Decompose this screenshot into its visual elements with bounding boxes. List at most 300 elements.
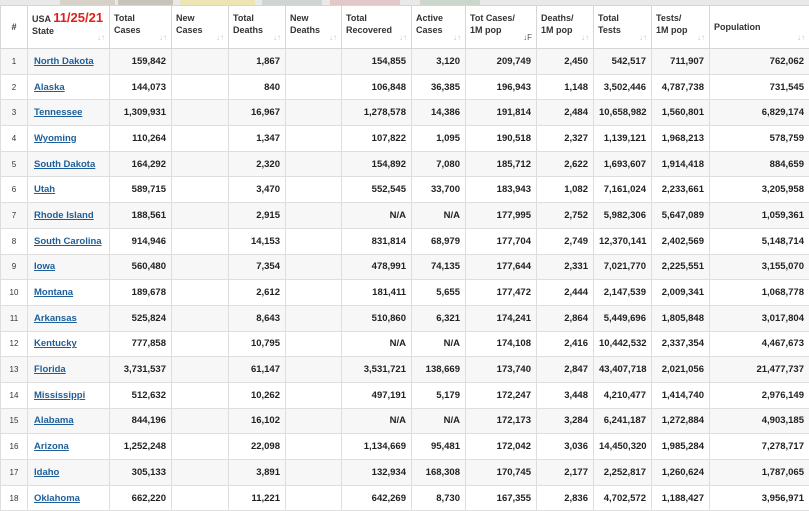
cell-total-deaths: 8,643 — [229, 305, 286, 331]
cell-tests: 7,161,024 — [594, 177, 652, 203]
cell-recovered: 1,278,578 — [342, 100, 412, 126]
header-total-recovered[interactable] — [342, 6, 412, 49]
cell-new-deaths — [286, 460, 342, 486]
header-state[interactable] — [28, 6, 110, 49]
header-label: Tests — [598, 25, 621, 35]
cell-deaths-1m: 1,082 — [537, 177, 594, 203]
cell-tests: 3,502,446 — [594, 74, 652, 100]
cell-active: 33,700 — [412, 177, 466, 203]
cell-population: 5,148,714 — [710, 228, 809, 254]
cell-tests: 2,147,539 — [594, 280, 652, 306]
row-rank: 5 — [1, 151, 28, 177]
sort-icon[interactable]: ↓↑ — [697, 32, 705, 44]
header-country-label: USA — [32, 14, 51, 24]
sort-icon[interactable]: ↓↑ — [159, 32, 167, 44]
cell-total-cases: 560,480 — [110, 254, 172, 280]
state-link[interactable]: Arkansas — [34, 313, 77, 324]
header-active-cases[interactable] — [412, 6, 466, 49]
cell-new-cases — [172, 331, 229, 357]
cell-active: N/A — [412, 203, 466, 229]
cell-tests: 10,658,982 — [594, 100, 652, 126]
cell-new-cases — [172, 408, 229, 434]
state-cell — [28, 460, 110, 486]
header-total-tests[interactable] — [594, 6, 652, 49]
cell-total-deaths: 7,354 — [229, 254, 286, 280]
cell-recovered: 154,892 — [342, 151, 412, 177]
cell-total-cases: 1,252,248 — [110, 434, 172, 460]
state-cell — [28, 254, 110, 280]
row-rank: 15 — [1, 408, 28, 434]
cell-tests: 7,021,770 — [594, 254, 652, 280]
row-rank: 3 — [1, 100, 28, 126]
cell-recovered: 132,934 — [342, 460, 412, 486]
cell-tests-1m: 1,968,213 — [652, 126, 710, 152]
cell-total-cases: 914,946 — [110, 228, 172, 254]
cell-new-deaths — [286, 151, 342, 177]
header-state-label: State — [32, 26, 54, 36]
cell-tests: 1,139,121 — [594, 126, 652, 152]
sort-icon[interactable]: ↓↑ — [453, 32, 461, 44]
cell-cases-1m: 177,995 — [466, 203, 537, 229]
state-cell — [28, 177, 110, 203]
state-cell — [28, 228, 110, 254]
cell-population: 3,017,804 — [710, 305, 809, 331]
sort-icon[interactable]: ↓↑ — [581, 32, 589, 44]
table-row — [1, 49, 809, 75]
cell-population: 1,068,778 — [710, 280, 809, 306]
cell-tests-1m: 1,272,884 — [652, 408, 710, 434]
cell-total-deaths: 1,347 — [229, 126, 286, 152]
cell-total-cases: 844,196 — [110, 408, 172, 434]
table-row — [1, 434, 809, 460]
cell-cases-1m: 172,247 — [466, 382, 537, 408]
cell-tests-1m: 1,414,740 — [652, 382, 710, 408]
state-link[interactable]: Wyoming — [34, 133, 77, 144]
cell-deaths-1m: 2,177 — [537, 460, 594, 486]
cell-new-deaths — [286, 228, 342, 254]
cell-cases-1m: 173,740 — [466, 357, 537, 383]
cell-new-deaths — [286, 434, 342, 460]
cell-cases-1m: 177,644 — [466, 254, 537, 280]
state-link[interactable]: Alabama — [34, 415, 74, 426]
header-label: Total — [346, 13, 367, 23]
header-deaths-1m[interactable] — [537, 6, 594, 49]
cell-new-deaths — [286, 49, 342, 75]
cell-deaths-1m: 2,484 — [537, 100, 594, 126]
cell-cases-1m: 167,355 — [466, 485, 537, 511]
state-link[interactable]: Mississippi — [34, 390, 85, 401]
cell-new-cases — [172, 280, 229, 306]
state-link[interactable]: Idaho — [34, 467, 59, 478]
row-rank: 10 — [1, 280, 28, 306]
cell-active: 6,321 — [412, 305, 466, 331]
cell-new-cases — [172, 460, 229, 486]
cell-deaths-1m: 3,448 — [537, 382, 594, 408]
cell-total-deaths: 2,612 — [229, 280, 286, 306]
cell-recovered: 642,269 — [342, 485, 412, 511]
table-row — [1, 382, 809, 408]
cell-cases-1m: 172,173 — [466, 408, 537, 434]
table-header-row — [1, 6, 809, 49]
cell-tests: 1,693,607 — [594, 151, 652, 177]
cell-population: 1,787,065 — [710, 460, 809, 486]
cell-cases-1m: 191,814 — [466, 100, 537, 126]
header-population[interactable] — [710, 6, 809, 49]
cell-recovered: 552,545 — [342, 177, 412, 203]
header-label: Active — [416, 13, 443, 23]
cell-total-deaths: 2,915 — [229, 203, 286, 229]
cell-population: 4,903,185 — [710, 408, 809, 434]
table-body — [1, 49, 809, 511]
state-link[interactable]: North Dakota — [34, 56, 94, 67]
cell-total-deaths: 10,795 — [229, 331, 286, 357]
cell-active: 1,095 — [412, 126, 466, 152]
cell-deaths-1m: 2,622 — [537, 151, 594, 177]
state-link[interactable]: Tennessee — [34, 107, 82, 118]
cell-total-deaths: 10,262 — [229, 382, 286, 408]
cell-total-cases: 159,842 — [110, 49, 172, 75]
table-row — [1, 100, 809, 126]
cell-total-cases: 3,731,537 — [110, 357, 172, 383]
row-rank: 17 — [1, 460, 28, 486]
state-cell — [28, 434, 110, 460]
state-link[interactable]: Iowa — [34, 261, 55, 272]
header-label: New — [290, 13, 309, 23]
row-rank: 1 — [1, 49, 28, 75]
cell-total-cases: 188,561 — [110, 203, 172, 229]
row-rank: 2 — [1, 74, 28, 100]
cell-recovered: N/A — [342, 331, 412, 357]
cell-tests-1m: 1,188,427 — [652, 485, 710, 511]
cell-recovered: 497,191 — [342, 382, 412, 408]
cell-cases-1m: 170,745 — [466, 460, 537, 486]
state-link[interactable]: Utah — [34, 184, 55, 195]
header-label: Total — [233, 13, 254, 23]
table-row — [1, 357, 809, 383]
row-rank: 13 — [1, 357, 28, 383]
cell-recovered: 3,531,721 — [342, 357, 412, 383]
cell-total-deaths: 61,147 — [229, 357, 286, 383]
cell-population: 762,062 — [710, 49, 809, 75]
state-link[interactable]: Montana — [34, 287, 73, 298]
cell-new-deaths — [286, 382, 342, 408]
header-label: Total — [598, 13, 619, 23]
cell-total-deaths: 3,470 — [229, 177, 286, 203]
cell-cases-1m: 177,472 — [466, 280, 537, 306]
state-link[interactable]: South Dakota — [34, 159, 95, 170]
state-cell — [28, 305, 110, 331]
row-rank: 11 — [1, 305, 28, 331]
header-label: 1M pop — [470, 25, 502, 35]
cell-active: 5,655 — [412, 280, 466, 306]
cell-recovered: 107,822 — [342, 126, 412, 152]
cell-tests: 4,702,572 — [594, 485, 652, 511]
cell-new-deaths — [286, 254, 342, 280]
state-cell — [28, 357, 110, 383]
cell-deaths-1m: 2,327 — [537, 126, 594, 152]
cell-deaths-1m: 2,416 — [537, 331, 594, 357]
row-rank: 8 — [1, 228, 28, 254]
table-row — [1, 331, 809, 357]
state-link[interactable]: Florida — [34, 364, 66, 375]
cell-total-deaths: 14,153 — [229, 228, 286, 254]
cell-tests: 10,442,532 — [594, 331, 652, 357]
cell-deaths-1m: 3,284 — [537, 408, 594, 434]
header-date: 11/25/21 — [53, 10, 103, 25]
cell-active: N/A — [412, 408, 466, 434]
cell-deaths-1m: 2,749 — [537, 228, 594, 254]
header-label: Cases — [416, 25, 443, 35]
cell-tests: 2,252,817 — [594, 460, 652, 486]
header-label: Recovered — [346, 25, 392, 35]
state-cell — [28, 74, 110, 100]
cell-population: 6,829,174 — [710, 100, 809, 126]
cell-total-deaths: 3,891 — [229, 460, 286, 486]
cell-new-cases — [172, 357, 229, 383]
cell-tests-1m: 1,560,801 — [652, 100, 710, 126]
cell-population: 2,976,149 — [710, 382, 809, 408]
cell-new-cases — [172, 49, 229, 75]
cell-tests-1m: 2,402,569 — [652, 228, 710, 254]
cell-total-cases: 1,309,931 — [110, 100, 172, 126]
header-label: Total — [114, 13, 135, 23]
cell-active: 7,080 — [412, 151, 466, 177]
table-row — [1, 305, 809, 331]
cell-cases-1m: 172,042 — [466, 434, 537, 460]
cell-total-cases: 189,678 — [110, 280, 172, 306]
state-cell — [28, 126, 110, 152]
header-label: Cases — [176, 25, 203, 35]
cell-tests-1m: 711,907 — [652, 49, 710, 75]
cell-recovered: 510,860 — [342, 305, 412, 331]
cell-new-deaths — [286, 280, 342, 306]
cell-population: 1,059,361 — [710, 203, 809, 229]
table-row — [1, 460, 809, 486]
cell-new-deaths — [286, 485, 342, 511]
header-label: New — [176, 13, 195, 23]
cell-total-deaths: 16,102 — [229, 408, 286, 434]
row-rank: 4 — [1, 126, 28, 152]
table-row — [1, 74, 809, 100]
header-label: 1M pop — [541, 25, 573, 35]
cell-new-cases — [172, 382, 229, 408]
cell-total-cases: 512,632 — [110, 382, 172, 408]
header-rank — [1, 6, 28, 49]
table-row — [1, 151, 809, 177]
cell-tests-1m: 5,647,089 — [652, 203, 710, 229]
cell-new-deaths — [286, 126, 342, 152]
cell-total-deaths: 840 — [229, 74, 286, 100]
cell-active: 168,308 — [412, 460, 466, 486]
header-label: Tot Cases/ — [470, 13, 515, 23]
cell-total-cases: 589,715 — [110, 177, 172, 203]
cell-cases-1m: 196,943 — [466, 74, 537, 100]
sort-icon[interactable]: ↓↑ — [399, 32, 407, 44]
cell-tests-1m: 1,260,624 — [652, 460, 710, 486]
header-new-cases[interactable] — [172, 6, 229, 49]
row-rank: 9 — [1, 254, 28, 280]
cell-total-deaths: 1,867 — [229, 49, 286, 75]
cell-recovered: 181,411 — [342, 280, 412, 306]
cell-deaths-1m: 2,752 — [537, 203, 594, 229]
row-rank: 18 — [1, 485, 28, 511]
state-cell — [28, 100, 110, 126]
cell-total-deaths: 22,098 — [229, 434, 286, 460]
header-rank-label: # — [11, 22, 16, 32]
state-cell — [28, 151, 110, 177]
cell-active: 138,669 — [412, 357, 466, 383]
cell-total-cases: 144,073 — [110, 74, 172, 100]
cell-new-cases — [172, 203, 229, 229]
cell-total-cases: 305,133 — [110, 460, 172, 486]
cell-recovered: 1,134,669 — [342, 434, 412, 460]
cell-cases-1m: 185,712 — [466, 151, 537, 177]
cell-cases-1m: 183,943 — [466, 177, 537, 203]
sort-icon[interactable]: ↓↑ — [329, 32, 337, 44]
header-label: Deaths — [290, 25, 320, 35]
cell-new-cases — [172, 100, 229, 126]
cell-cases-1m: 174,108 — [466, 331, 537, 357]
header-label: Deaths/ — [541, 13, 574, 23]
row-rank: 6 — [1, 177, 28, 203]
cell-new-cases — [172, 254, 229, 280]
sort-active-icon[interactable]: ↓F — [523, 32, 532, 44]
cell-tests: 4,210,477 — [594, 382, 652, 408]
state-cell — [28, 280, 110, 306]
cell-population: 7,278,717 — [710, 434, 809, 460]
cell-tests-1m: 2,233,661 — [652, 177, 710, 203]
cell-deaths-1m: 2,444 — [537, 280, 594, 306]
cell-tests-1m: 1,985,284 — [652, 434, 710, 460]
cell-deaths-1m: 2,331 — [537, 254, 594, 280]
header-label: Population — [714, 22, 761, 32]
cell-active: N/A — [412, 331, 466, 357]
state-link[interactable]: Kentucky — [34, 338, 77, 349]
cell-tests-1m: 4,787,738 — [652, 74, 710, 100]
row-rank: 7 — [1, 203, 28, 229]
cell-deaths-1m: 2,836 — [537, 485, 594, 511]
cell-recovered: 106,848 — [342, 74, 412, 100]
cell-new-cases — [172, 305, 229, 331]
cell-tests: 43,407,718 — [594, 357, 652, 383]
cell-tests-1m: 2,021,056 — [652, 357, 710, 383]
cell-new-deaths — [286, 408, 342, 434]
sort-icon[interactable]: ↓↑ — [639, 32, 647, 44]
cell-total-cases: 777,858 — [110, 331, 172, 357]
state-cell — [28, 49, 110, 75]
header-tot-cases-1m[interactable] — [466, 6, 537, 49]
cell-population: 21,477,737 — [710, 357, 809, 383]
cell-new-cases — [172, 485, 229, 511]
state-cell — [28, 408, 110, 434]
cell-population: 4,467,673 — [710, 331, 809, 357]
header-total-deaths[interactable] — [229, 6, 286, 49]
cell-recovered: 831,814 — [342, 228, 412, 254]
cell-tests-1m: 2,009,341 — [652, 280, 710, 306]
sort-icon[interactable]: ↓↑ — [97, 32, 105, 44]
table-row — [1, 177, 809, 203]
cell-tests-1m: 1,805,848 — [652, 305, 710, 331]
header-label: Tests/ — [656, 13, 681, 23]
table-row — [1, 485, 809, 511]
sort-icon[interactable]: ↓↑ — [797, 32, 805, 44]
cell-tests: 542,517 — [594, 49, 652, 75]
cell-total-deaths: 11,221 — [229, 485, 286, 511]
cell-active: 8,730 — [412, 485, 466, 511]
header-new-deaths[interactable] — [286, 6, 342, 49]
state-link[interactable]: Arizona — [34, 441, 69, 452]
cell-population: 3,205,958 — [710, 177, 809, 203]
cell-total-cases: 110,264 — [110, 126, 172, 152]
cell-new-cases — [172, 126, 229, 152]
state-link[interactable]: Oklahoma — [34, 493, 80, 504]
cell-new-cases — [172, 434, 229, 460]
row-rank: 14 — [1, 382, 28, 408]
state-link[interactable]: Rhode Island — [34, 210, 94, 221]
cell-new-deaths — [286, 331, 342, 357]
cell-total-deaths: 16,967 — [229, 100, 286, 126]
header-label: Deaths — [233, 25, 263, 35]
cell-new-deaths — [286, 305, 342, 331]
cell-tests: 5,982,306 — [594, 203, 652, 229]
cell-tests-1m: 1,914,418 — [652, 151, 710, 177]
state-cell — [28, 382, 110, 408]
cell-population: 731,545 — [710, 74, 809, 100]
cell-active: 5,179 — [412, 382, 466, 408]
cell-tests: 6,241,187 — [594, 408, 652, 434]
cell-deaths-1m: 1,148 — [537, 74, 594, 100]
cell-tests-1m: 2,225,551 — [652, 254, 710, 280]
sort-icon[interactable]: ↓↑ — [216, 32, 224, 44]
cell-cases-1m: 209,749 — [466, 49, 537, 75]
cell-recovered: 478,991 — [342, 254, 412, 280]
cell-recovered: N/A — [342, 203, 412, 229]
cell-total-cases: 662,220 — [110, 485, 172, 511]
cell-tests: 12,370,141 — [594, 228, 652, 254]
cell-deaths-1m: 2,450 — [537, 49, 594, 75]
state-link[interactable]: South Carolina — [34, 236, 102, 247]
cell-population: 3,956,971 — [710, 485, 809, 511]
header-label: Cases — [114, 25, 141, 35]
table-row — [1, 254, 809, 280]
row-rank: 16 — [1, 434, 28, 460]
cell-deaths-1m: 2,847 — [537, 357, 594, 383]
sort-icon[interactable]: ↓↑ — [273, 32, 281, 44]
state-cell — [28, 203, 110, 229]
cell-new-cases — [172, 74, 229, 100]
cell-active: 14,386 — [412, 100, 466, 126]
header-label: 1M pop — [656, 25, 688, 35]
cell-total-cases: 525,824 — [110, 305, 172, 331]
usa-covid-states-table — [0, 5, 809, 511]
cell-recovered: N/A — [342, 408, 412, 434]
header-tests-1m[interactable] — [652, 6, 710, 49]
cell-recovered: 154,855 — [342, 49, 412, 75]
cell-new-deaths — [286, 203, 342, 229]
cell-active: 74,135 — [412, 254, 466, 280]
table-row — [1, 203, 809, 229]
cell-new-cases — [172, 228, 229, 254]
cell-deaths-1m: 2,864 — [537, 305, 594, 331]
cell-new-cases — [172, 151, 229, 177]
state-cell — [28, 331, 110, 357]
cell-active: 36,385 — [412, 74, 466, 100]
cell-tests-1m: 2,337,354 — [652, 331, 710, 357]
state-link[interactable]: Alaska — [34, 82, 65, 93]
header-total-cases[interactable] — [110, 6, 172, 49]
cell-population: 884,659 — [710, 151, 809, 177]
cell-cases-1m: 174,241 — [466, 305, 537, 331]
